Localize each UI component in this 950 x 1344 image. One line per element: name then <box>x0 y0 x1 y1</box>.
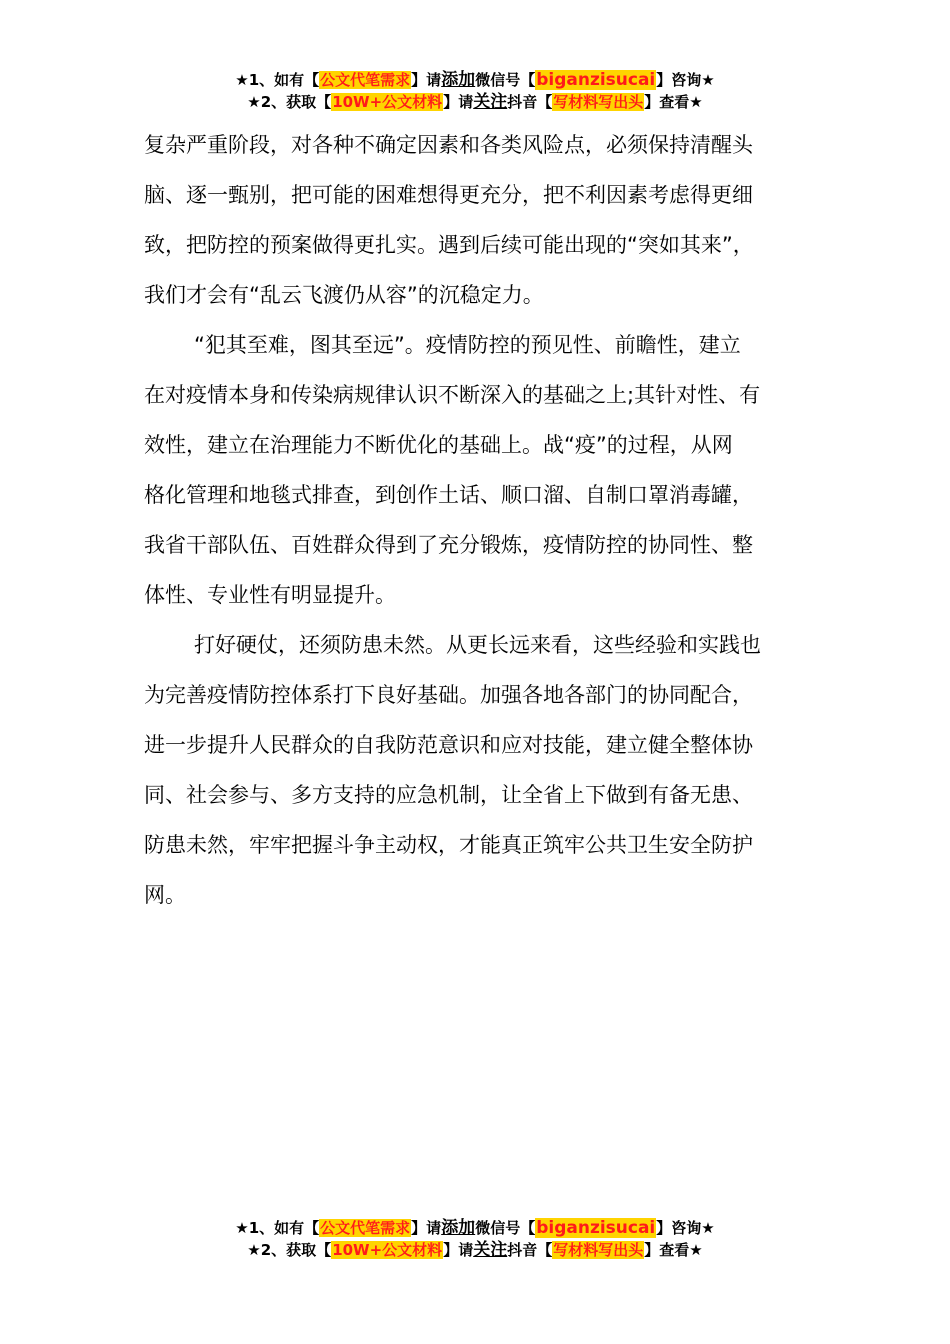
body-line: 脑、逐一甄别，把可能的困难想得更充分，把不利因素考虑得更细 <box>144 183 753 207</box>
banner-line-1 <box>0 69 950 91</box>
body-line: 致，把防控的预案做得更扎实。遇到后续可能出现的“突如其来”， <box>144 233 754 257</box>
highlight-service: 公文代笔需求 <box>320 1219 411 1237</box>
banner-text: 】请 <box>443 1241 474 1259</box>
body-line: 我们才会有“乱云飞渡仍从容”的沉稳定力。 <box>144 283 544 307</box>
body-line: 网。 <box>144 883 186 907</box>
body-line: 防患未然，牢牢把握斗争主动权，才能真正筑牢公共卫生安全防护 <box>144 833 753 857</box>
body-line: 在对疫情本身和传染病规律认识不断深入的基础之上;其针对性、有 <box>144 383 761 407</box>
highlight-wechat-id: biganzisucai <box>536 70 656 90</box>
body-line: 体性、专业性有明显提升。 <box>144 583 396 607</box>
banner-text: 1、如有【 <box>248 71 320 89</box>
banner-text: 2、获取【 <box>260 1241 332 1259</box>
body-line: 进一步提升人民群众的自我防范意识和应对技能，建立健全整体协 <box>144 733 753 757</box>
paragraph-start: 打好硬仗，还须防患未然。从更长远来看，这些经验和实践也 <box>194 633 761 657</box>
banner-line-1 <box>0 1217 950 1239</box>
star-icon: ★ <box>247 1241 261 1259</box>
banner-text: 】请 <box>411 1219 442 1237</box>
underline-follow: 关注 <box>473 92 508 112</box>
body-line: 我省干部队伍、百姓群众得到了充分锻炼，疫情防控的协同性、整 <box>144 533 753 557</box>
highlight-douyin: 写材料写出头 <box>553 93 644 111</box>
underline-add: 添加 <box>441 70 476 90</box>
star-icon: ★ <box>247 93 261 111</box>
body-line: 为完善疫情防控体系打下良好基础。加强各地各部门的协同配合， <box>144 683 753 707</box>
body-line: 复杂严重阶段，对各种不确定因素和各类风险点，必须保持清醒头 <box>144 133 753 157</box>
banner-text: 2、获取【 <box>260 93 332 111</box>
banner-text: 1、如有【 <box>248 1219 320 1237</box>
banner-text: 微信号【 <box>475 1219 536 1237</box>
banner-text: 】查看★ <box>644 93 703 111</box>
highlight-wechat-id: biganzisucai <box>536 1218 656 1238</box>
star-icon: ★ <box>235 1219 249 1237</box>
document-body <box>144 120 834 920</box>
banner-text: 微信号【 <box>475 71 536 89</box>
banner-text: 】查看★ <box>644 1241 703 1259</box>
banner-text: 】请 <box>443 93 474 111</box>
underline-follow: 关注 <box>473 1240 508 1260</box>
body-line: 格化管理和地毯式排查，到创作土话、顺口溜、自制口罩消毒罐， <box>144 483 753 507</box>
highlight-douyin: 写材料写出头 <box>553 1241 644 1259</box>
banner-line-2 <box>0 91 950 113</box>
footer-banner <box>0 1217 950 1261</box>
banner-text: 】请 <box>411 71 442 89</box>
body-line: 效性，建立在治理能力不断优化的基础上。战“疫”的过程，从网 <box>144 433 733 457</box>
body-line: 同、社会参与、多方支持的应急机制，让全省上下做到有备无患、 <box>144 783 753 807</box>
banner-text: 抖音【 <box>507 1241 553 1259</box>
underline-add: 添加 <box>441 1218 476 1238</box>
banner-text: 】咨询★ <box>656 1219 715 1237</box>
highlight-materials: 10W+公文材料 <box>332 1241 443 1259</box>
star-icon: ★ <box>235 71 249 89</box>
paragraph-start: “犯其至难，图其至远”。疫情防控的预见性、前瞻性，建立 <box>194 333 741 357</box>
banner-line-2 <box>0 1239 950 1261</box>
header-banner <box>0 69 950 113</box>
highlight-service: 公文代笔需求 <box>320 71 411 89</box>
banner-text: 】咨询★ <box>656 71 715 89</box>
highlight-materials: 10W+公文材料 <box>332 93 443 111</box>
banner-text: 抖音【 <box>507 93 553 111</box>
